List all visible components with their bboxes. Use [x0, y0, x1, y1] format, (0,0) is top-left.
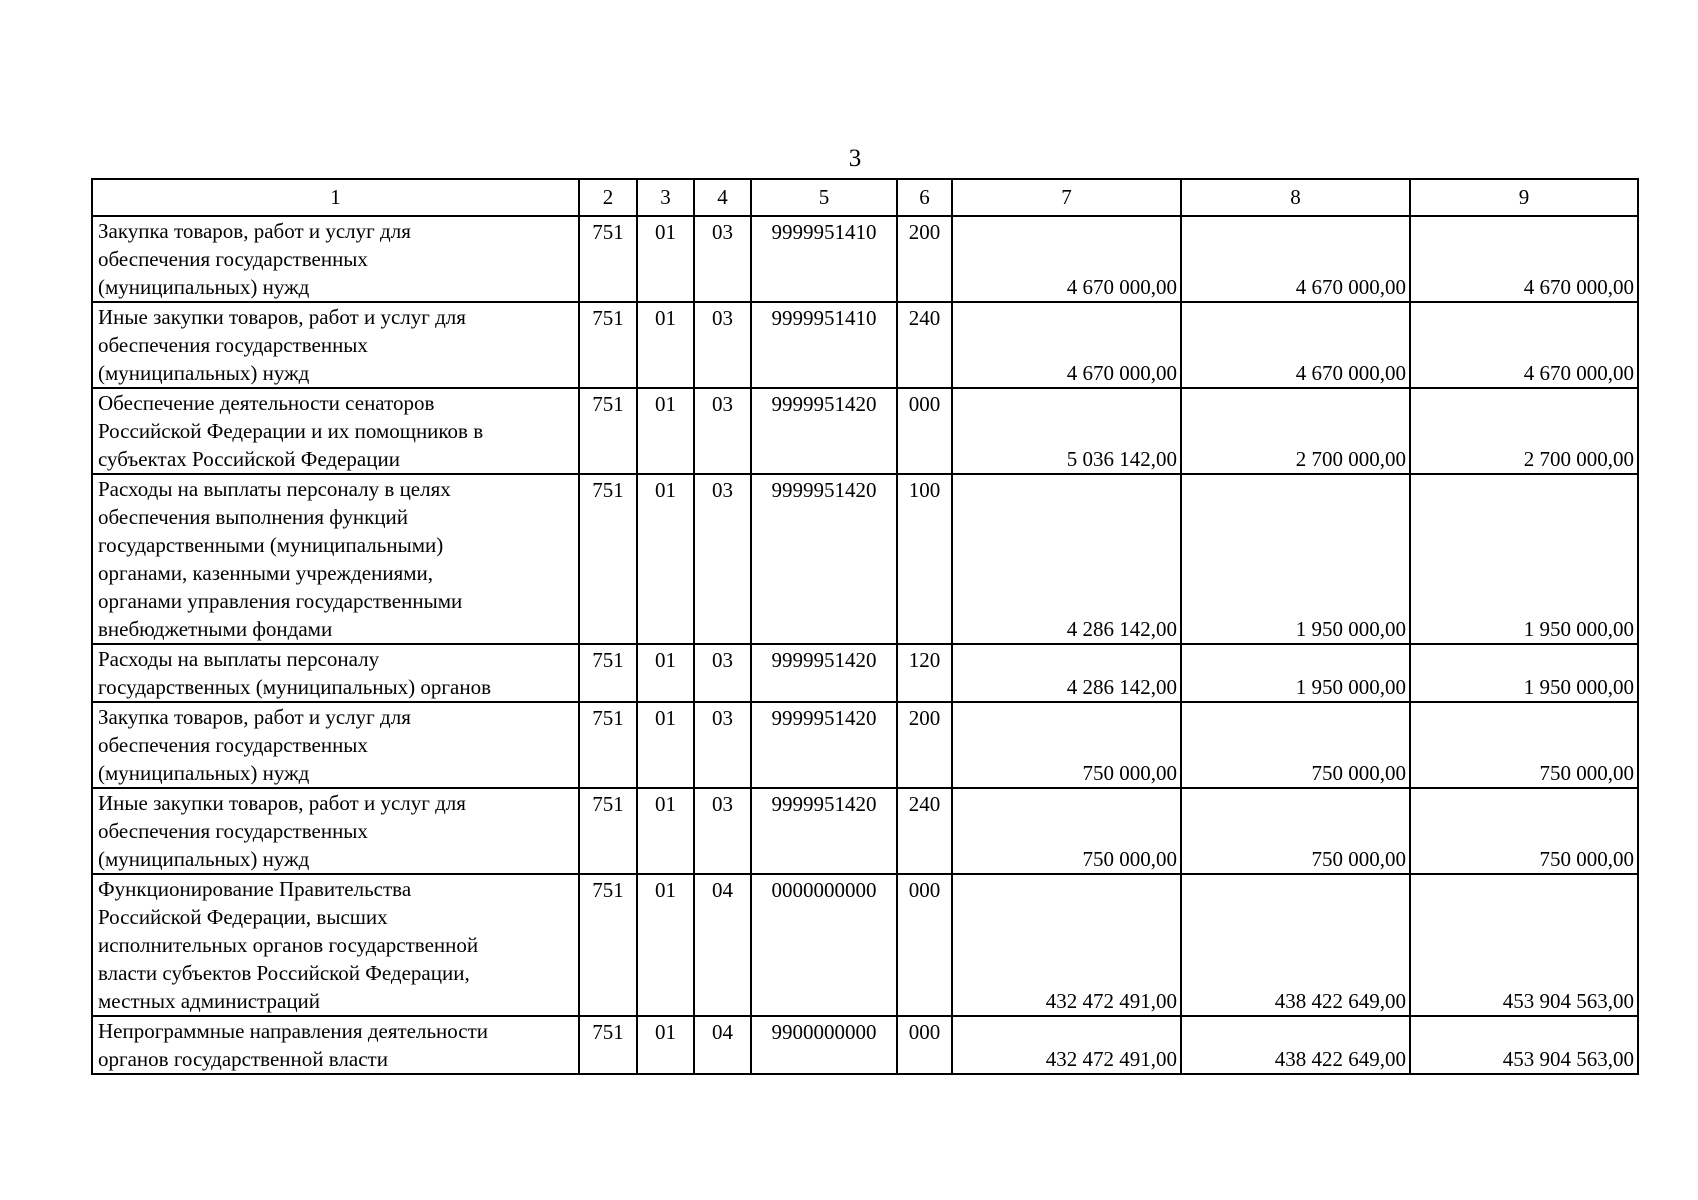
column-header: 3: [637, 179, 694, 216]
amount-year-3: 2 700 000,00: [1410, 388, 1638, 474]
amount-year-2: 2 700 000,00: [1181, 388, 1410, 474]
table-row: [92, 788, 1638, 874]
table-row: [92, 874, 1638, 1016]
admin-code: 751: [579, 1016, 637, 1074]
amount-year-1: 4 286 142,00: [952, 644, 1181, 702]
section-code: 01: [637, 874, 694, 1016]
subsection-code: 04: [694, 874, 751, 1016]
row-description: [92, 702, 579, 788]
amount-year-2: 4 670 000,00: [1181, 302, 1410, 388]
target-article-code: 9999951410: [751, 302, 897, 388]
target-article-code: 9999951420: [751, 388, 897, 474]
row-description: [92, 644, 579, 702]
subsection-code: 03: [694, 302, 751, 388]
description-line: (муниципальных) нужд: [98, 761, 310, 785]
subsection-code: 03: [694, 388, 751, 474]
description-line: власти субъектов Российской Федерации,: [98, 961, 470, 985]
section-code: 01: [637, 702, 694, 788]
description-line: обеспечения государственных: [98, 333, 368, 357]
description-line: местных администраций: [98, 989, 321, 1013]
target-article-code: 9999951420: [751, 788, 897, 874]
amount-year-2: 750 000,00: [1181, 788, 1410, 874]
column-header: 9: [1410, 179, 1638, 216]
table-row: [92, 1016, 1638, 1074]
subsection-code: 03: [694, 216, 751, 302]
amount-year-1: 750 000,00: [952, 788, 1181, 874]
description-line: обеспечения государственных: [98, 733, 368, 757]
column-header: 6: [897, 179, 952, 216]
amount-year-2: 1 950 000,00: [1181, 644, 1410, 702]
description-line: Расходы на выплаты персоналу: [98, 647, 380, 671]
subsection-code: 03: [694, 474, 751, 644]
table-row: [92, 474, 1638, 644]
table-row: [92, 702, 1638, 788]
amount-year-1: 4 670 000,00: [952, 216, 1181, 302]
description-line: (муниципальных) нужд: [98, 847, 310, 871]
admin-code: 751: [579, 474, 637, 644]
admin-code: 751: [579, 788, 637, 874]
admin-code: 751: [579, 644, 637, 702]
subsection-code: 03: [694, 788, 751, 874]
expense-type-code: 000: [897, 874, 952, 1016]
row-description: [92, 302, 579, 388]
amount-year-3: 453 904 563,00: [1410, 874, 1638, 1016]
expense-type-code: 000: [897, 388, 952, 474]
amount-year-1: 4 286 142,00: [952, 474, 1181, 644]
description-line: Иные закупки товаров, работ и услуг для: [98, 305, 466, 329]
description-line: внебюджетными фондами: [98, 617, 333, 641]
amount-year-2: 4 670 000,00: [1181, 216, 1410, 302]
description-line: Обеспечение деятельности сенаторов: [98, 391, 435, 415]
expense-type-code: 120: [897, 644, 952, 702]
amount-year-3: 1 950 000,00: [1410, 474, 1638, 644]
target-article-code: 0000000000: [751, 874, 897, 1016]
description-line: органами управления государственными: [98, 589, 463, 613]
section-code: 01: [637, 302, 694, 388]
table-row: [92, 302, 1638, 388]
target-article-code: 9999951420: [751, 702, 897, 788]
amount-year-1: 432 472 491,00: [952, 1016, 1181, 1074]
table-row: [92, 216, 1638, 302]
amount-year-1: 4 670 000,00: [952, 302, 1181, 388]
expense-type-code: 100: [897, 474, 952, 644]
amount-year-3: 453 904 563,00: [1410, 1016, 1638, 1074]
target-article-code: 9999951410: [751, 216, 897, 302]
subsection-code: 03: [694, 702, 751, 788]
description-line: Иные закупки товаров, работ и услуг для: [98, 791, 466, 815]
target-article-code: 9900000000: [751, 1016, 897, 1074]
description-line: Функционирование Правительства: [98, 877, 412, 901]
expense-type-code: 240: [897, 788, 952, 874]
amount-year-3: 4 670 000,00: [1410, 216, 1638, 302]
table-row: [92, 644, 1638, 702]
section-code: 01: [637, 474, 694, 644]
column-number-row: [92, 179, 1638, 216]
column-header: 1: [92, 179, 579, 216]
column-header: 4: [694, 179, 751, 216]
admin-code: 751: [579, 874, 637, 1016]
subsection-code: 03: [694, 644, 751, 702]
section-code: 01: [637, 1016, 694, 1074]
page-number: 3: [848, 145, 862, 172]
row-description: [92, 388, 579, 474]
admin-code: 751: [579, 216, 637, 302]
admin-code: 751: [579, 702, 637, 788]
row-description: [92, 788, 579, 874]
amount-year-2: 438 422 649,00: [1181, 874, 1410, 1016]
amount-year-1: 750 000,00: [952, 702, 1181, 788]
row-description: [92, 1016, 579, 1074]
description-line: исполнительных органов государственной: [98, 933, 479, 957]
column-header: 5: [751, 179, 897, 216]
table-row: [92, 388, 1638, 474]
admin-code: 751: [579, 302, 637, 388]
section-code: 01: [637, 388, 694, 474]
description-line: (муниципальных) нужд: [98, 275, 310, 299]
description-line: Закупка товаров, работ и услуг для: [98, 219, 411, 243]
subsection-code: 04: [694, 1016, 751, 1074]
admin-code: 751: [579, 388, 637, 474]
expense-type-code: 240: [897, 302, 952, 388]
amount-year-2: 750 000,00: [1181, 702, 1410, 788]
row-description: [92, 216, 579, 302]
description-line: Российской Федерации и их помощников в: [98, 419, 484, 443]
description-line: государственными (муниципальными): [98, 533, 444, 557]
expense-type-code: 200: [897, 216, 952, 302]
column-header: 7: [952, 179, 1181, 216]
target-article-code: 9999951420: [751, 474, 897, 644]
expense-type-code: 200: [897, 702, 952, 788]
description-line: органов государственной власти: [98, 1047, 388, 1071]
row-description: [92, 874, 579, 1016]
amount-year-3: 750 000,00: [1410, 788, 1638, 874]
description-line: обеспечения государственных: [98, 819, 368, 843]
section-code: 01: [637, 216, 694, 302]
description-line: Непрограммные направления деятельности: [98, 1019, 489, 1043]
section-code: 01: [637, 788, 694, 874]
amount-year-1: 5 036 142,00: [952, 388, 1181, 474]
description-line: обеспечения государственных: [98, 247, 368, 271]
column-header: 2: [579, 179, 637, 216]
amount-year-2: 438 422 649,00: [1181, 1016, 1410, 1074]
target-article-code: 9999951420: [751, 644, 897, 702]
amount-year-1: 432 472 491,00: [952, 874, 1181, 1016]
column-header: 8: [1181, 179, 1410, 216]
description-line: Закупка товаров, работ и услуг для: [98, 705, 411, 729]
expense-type-code: 000: [897, 1016, 952, 1074]
description-line: Расходы на выплаты персоналу в целях: [98, 477, 451, 501]
amount-year-3: 1 950 000,00: [1410, 644, 1638, 702]
amount-year-2: 1 950 000,00: [1181, 474, 1410, 644]
description-line: государственных (муниципальных) органов: [98, 675, 492, 699]
row-description: [92, 474, 579, 644]
description-line: субъектах Российской Федерации: [98, 447, 400, 471]
description-line: обеспечения выполнения функций: [98, 505, 409, 529]
budget-table: [91, 178, 1639, 1075]
section-code: 01: [637, 644, 694, 702]
description-line: Российской Федерации, высших: [98, 905, 388, 929]
description-line: (муниципальных) нужд: [98, 361, 310, 385]
amount-year-3: 4 670 000,00: [1410, 302, 1638, 388]
description-line: органами, казенными учреждениями,: [98, 561, 434, 585]
amount-year-3: 750 000,00: [1410, 702, 1638, 788]
